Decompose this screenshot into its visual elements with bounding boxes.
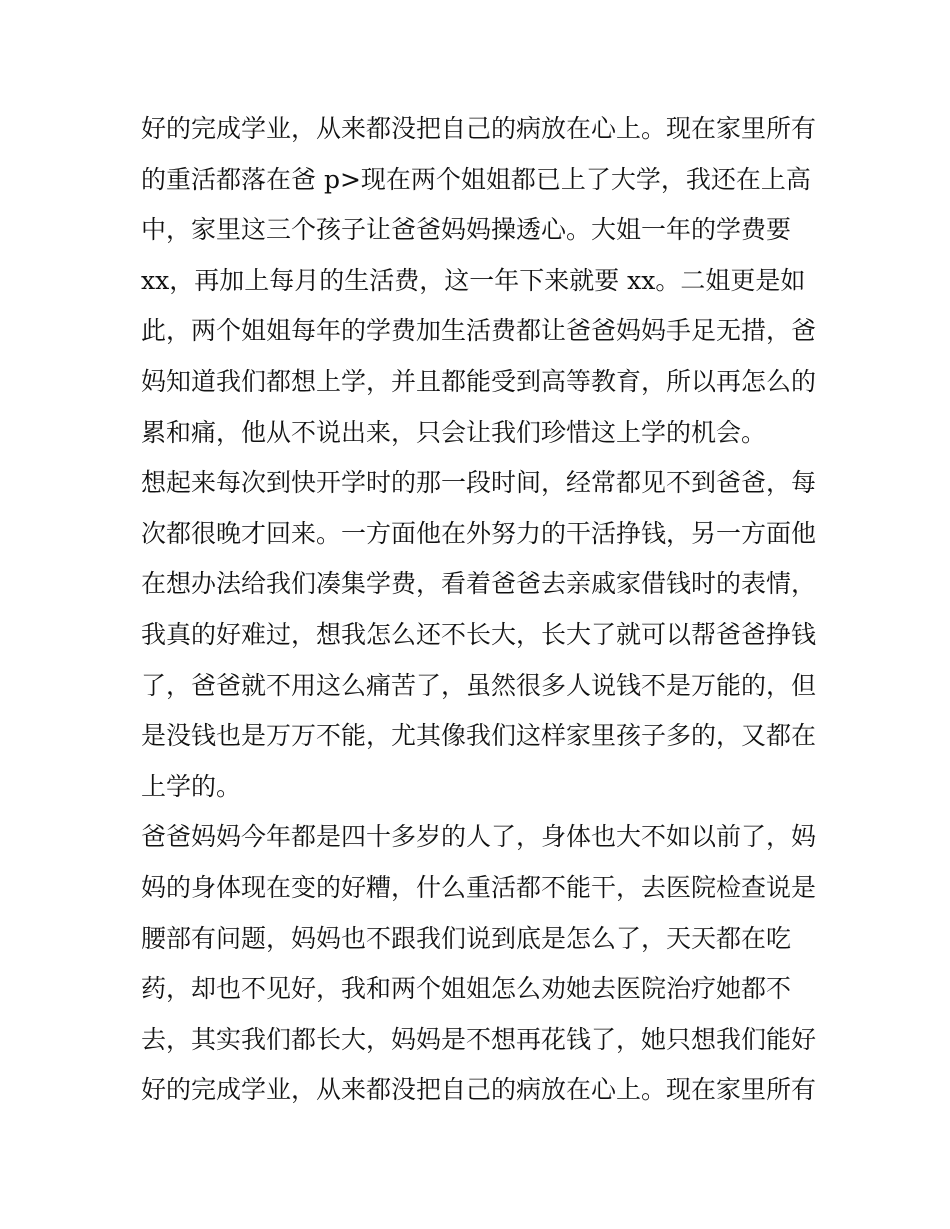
text-line: 了，爸爸就不用这么痛苦了，虽然很多人说钱不是万能的，但 bbox=[141, 670, 817, 700]
text-line: 次都很晚才回来。一方面他在外努力的干活挣钱，另一方面他 bbox=[141, 518, 817, 548]
text-line: 上学的。 bbox=[141, 771, 242, 801]
text-line: 我真的好难过，想我怎么还不长大，长大了就可以帮爸爸挣钱 bbox=[141, 619, 817, 649]
text-line: 药，却也不见好，我和两个姐姐怎么劝她去医院治疗她都不 bbox=[141, 974, 792, 1004]
text-line: 妈的身体现在变的好糟，什么重活都不能干，去医院检查说是 bbox=[141, 872, 817, 902]
text-line: 想起来每次到快开学时的那一段时间，经常都见不到爸爸，每 bbox=[141, 468, 817, 498]
text-line: 此，两个姐姐每年的学费加生活费都让爸爸妈妈手足无措，爸 bbox=[141, 316, 817, 346]
text-line: 在想办法给我们凑集学费，看着爸爸去亲戚家借钱时的表情， bbox=[141, 569, 817, 599]
text-line: 爸爸妈妈今年都是四十多岁的人了，身体也大不如以前了，妈 bbox=[141, 822, 817, 852]
text-line: 的重活都落在爸 p>现在两个姐姐都已上了大学，我还在上高 bbox=[141, 164, 811, 194]
text-line: 妈知道我们都想上学，并且都能受到高等教育，所以再怎么的 bbox=[141, 366, 817, 396]
text-line: 好的完成学业，从来都没把自己的病放在心上。现在家里所有 bbox=[141, 1075, 817, 1105]
text-line: 中，家里这三个孩子让爸爸妈妈操透心。大姐一年的学费要 bbox=[141, 215, 792, 245]
text-line: 腰部有问题，妈妈也不跟我们说到底是怎么了，天天都在吃 bbox=[141, 923, 792, 953]
text-line: 好的完成学业，从来都没把自己的病放在心上。现在家里所有 bbox=[141, 114, 817, 143]
text-line: 去，其实我们都长大，妈妈是不想再花钱了，她只想我们能好 bbox=[141, 1024, 817, 1054]
text-line: 累和痛，他从不说出来，只会让我们珍惜这上学的机会。 bbox=[141, 417, 767, 447]
text-line: xx，再加上每月的生活费，这一年下来就要 xx。二姐更是如 bbox=[141, 265, 806, 295]
body-text bbox=[141, 104, 821, 1116]
text-line: 是没钱也是万万不能，尤其像我们这样家里孩子多的，又都在 bbox=[141, 721, 817, 751]
